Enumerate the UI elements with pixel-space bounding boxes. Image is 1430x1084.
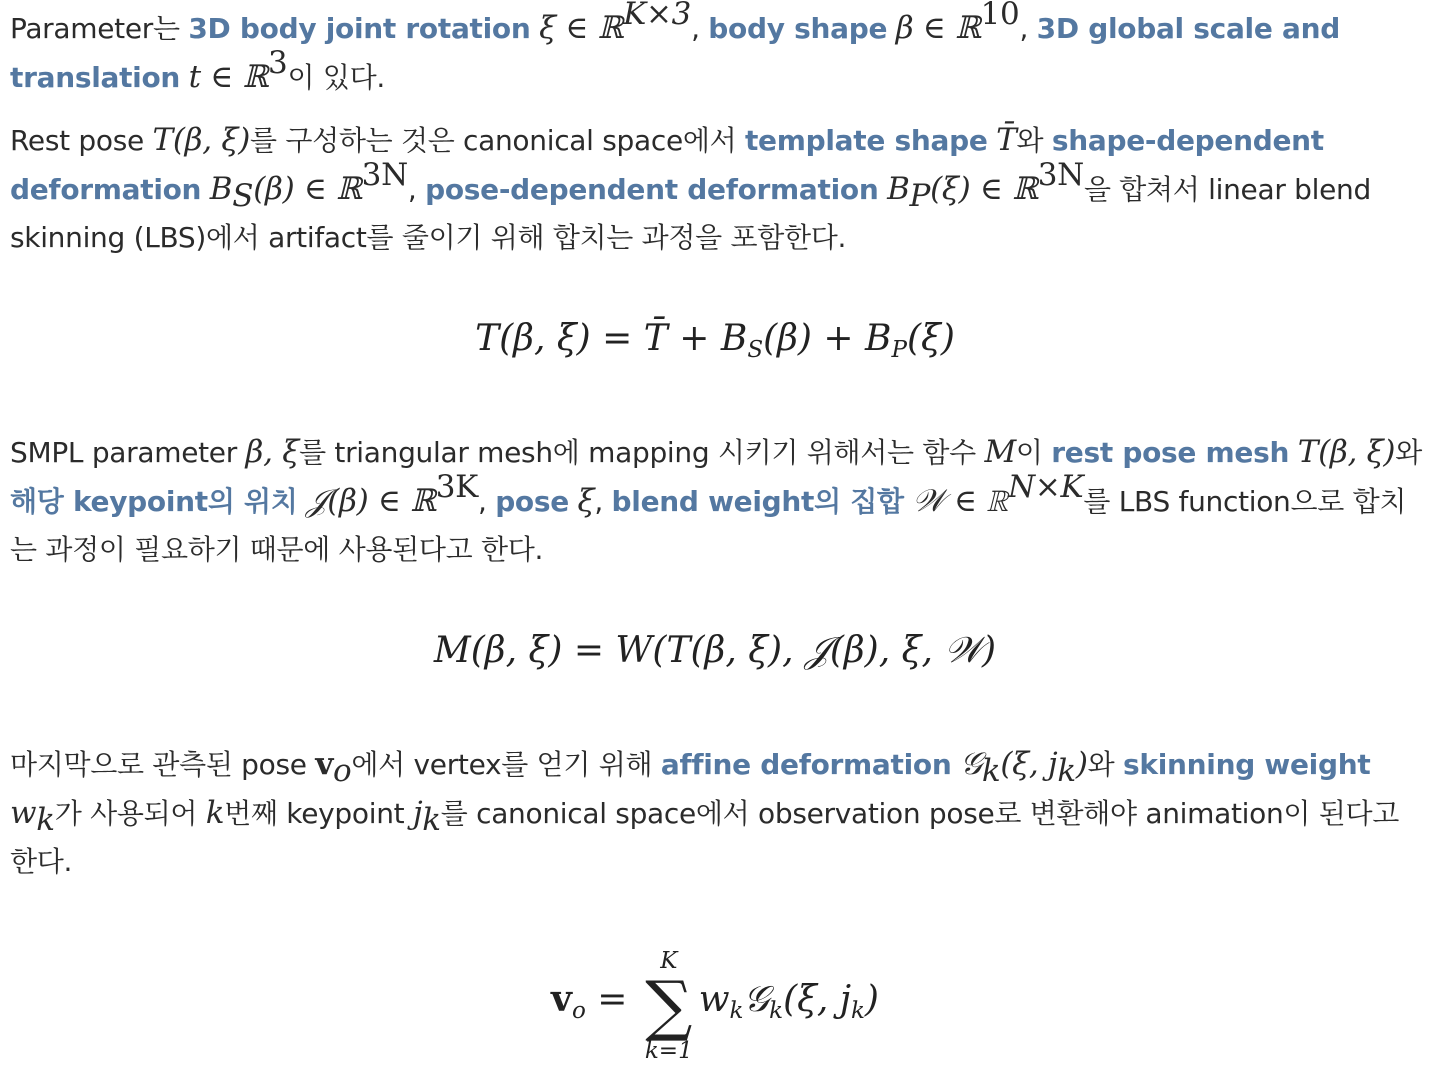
highlight-body-shape: body shape — [708, 12, 888, 45]
eq-lbs: M(β, ξ) = W(T(β, ξ), 𝒥(β), ξ, 𝒲) — [433, 630, 997, 671]
text: 와 — [1016, 124, 1052, 157]
math-G: 𝒢 — [960, 746, 982, 782]
eq-sub: o — [571, 998, 586, 1024]
math-v: v — [315, 746, 334, 782]
eq-mid: + B — [667, 318, 748, 359]
text: , — [1019, 12, 1037, 45]
math-w: w — [10, 795, 37, 831]
math-xi: ξ — [577, 483, 595, 519]
math-sup: 3 — [268, 45, 288, 81]
eq-mid2: (β) + B — [763, 318, 892, 359]
math-sup: 10 — [980, 0, 1020, 32]
math-M: M — [984, 434, 1016, 470]
text: 가 사용되어 — [54, 797, 206, 830]
equation-rest-pose — [0, 318, 1430, 363]
eq-v: v — [551, 978, 572, 1020]
highlight-skinning-weight: skinning weight — [1123, 748, 1371, 781]
paragraph-rest-pose — [10, 116, 1422, 262]
math-sup: 3N — [361, 157, 408, 193]
highlight-pose: pose — [495, 485, 569, 518]
math-bp-args: (ξ) ∈ ℝ — [930, 171, 1038, 207]
math-sub: S — [232, 178, 254, 214]
highlight-global-scale: 3D global scale and translation — [10, 12, 1340, 94]
text: 을 합쳐서 linear blend skinning (LBS)에서 artifact를 줄이기 위해 합치는 과정을 포함한다. — [10, 173, 1371, 254]
math-sub: k — [422, 802, 441, 838]
eq-G: 𝒢 — [743, 979, 770, 1020]
text: Parameter는 — [10, 12, 189, 45]
eq-end: (ξ) — [906, 318, 955, 359]
highlight-template-shape: template shape — [744, 124, 988, 157]
highlight-affine-deformation: affine deformation — [660, 748, 952, 781]
highlight-blend-weight: blend weight의 집합 — [611, 485, 904, 518]
highlight-joint-rotation: 3D body joint rotation — [188, 12, 531, 45]
text: , — [407, 173, 426, 206]
text: 를 canonical space에서 observation pose로 변환해야 animation이 된다고 한다. — [10, 797, 1400, 878]
math-beta: β ∈ ℝ — [895, 10, 981, 46]
text: 를 구성하는 것은 canonical space에서 — [250, 124, 745, 157]
math-close: ) — [1075, 746, 1088, 782]
math-sup: 3N — [1037, 157, 1084, 193]
math-j: j — [412, 795, 423, 831]
paragraph-parameters — [10, 0, 1422, 102]
math-bs-args: (β) ∈ ℝ — [253, 171, 362, 207]
eq-equals: = — [585, 979, 639, 1020]
eq-close: ) — [864, 979, 879, 1020]
math-sup: K×3 — [623, 0, 692, 32]
text: 를 LBS function으로 합치는 과정이 필요하기 때문에 사용된다고 한다. — [10, 485, 1407, 566]
math-T: T(β, ξ) — [1297, 434, 1396, 470]
math-sup: 3K — [435, 469, 478, 505]
text: 이 — [1015, 436, 1052, 469]
sum-lower: k=1 — [644, 1038, 693, 1064]
math-sub: k — [981, 753, 1001, 789]
text: 를 triangular mesh에 mapping 시키기 위해서는 함수 — [299, 436, 985, 469]
sum-symbol: ∑ — [645, 967, 693, 1044]
math-T: T(β, ξ) — [152, 122, 250, 158]
math-k: k — [205, 795, 225, 831]
math-J: 𝒥(β) ∈ ℝ — [306, 483, 436, 519]
text: 번째 keypoint — [224, 797, 413, 830]
math-W: 𝒲 ∈ ℝ — [912, 483, 1009, 519]
highlight-pose-dependent: pose-dependent deformation — [425, 173, 879, 206]
text: , — [691, 12, 709, 45]
highlight-rest-pose-mesh: rest pose mesh — [1051, 436, 1290, 469]
math-tbar: T̄ — [996, 122, 1017, 158]
eq-args: (ξ, j — [783, 979, 851, 1020]
text: 마지막으로 관측된 pose — [10, 748, 316, 781]
highlight-keypoint-position: 해당 keypoint의 위치 — [10, 485, 298, 518]
eq-sub: S — [747, 337, 764, 363]
math-sub: P — [909, 178, 931, 214]
summation — [645, 948, 693, 1064]
math-sub: k — [36, 802, 55, 838]
text: 이 있다. — [287, 61, 385, 94]
math-bs: B — [209, 171, 233, 207]
paragraph-observed-pose — [10, 740, 1422, 886]
text: Rest pose — [10, 124, 153, 157]
math-bp: B — [887, 171, 910, 207]
math-G-args: (ξ, j — [1000, 746, 1058, 782]
text: 와 — [1087, 748, 1124, 781]
text: SMPL parameter — [10, 436, 246, 469]
math-sub: k — [1057, 753, 1076, 789]
text: , — [594, 485, 612, 518]
eq-sub: k — [850, 998, 865, 1024]
eq-lhs: T(β, ξ) = — [475, 318, 644, 359]
math-sub: o — [333, 753, 352, 789]
eq-sub: k — [729, 998, 744, 1024]
text: , — [477, 485, 496, 518]
equation-lbs — [0, 630, 1430, 672]
sum-upper: K — [660, 948, 678, 974]
math-xi: ξ ∈ ℝ — [539, 10, 624, 46]
text: 와 — [1395, 436, 1422, 469]
math-sup: N×K — [1008, 469, 1084, 505]
highlight-shape-dependent: shape-dependent deformation — [10, 124, 1324, 206]
eq-tbar: T̄ — [643, 318, 668, 359]
eq-sub: k — [769, 998, 784, 1024]
text: 에서 vertex를 얻기 위해 — [351, 748, 661, 781]
eq-w: w — [698, 979, 730, 1020]
eq-sub: P — [891, 337, 907, 363]
math-beta-xi: β, ξ — [245, 434, 300, 470]
paragraph-smpl — [10, 428, 1422, 574]
math-t: t ∈ ℝ — [188, 59, 269, 95]
equation-vertex — [0, 944, 1430, 1064]
